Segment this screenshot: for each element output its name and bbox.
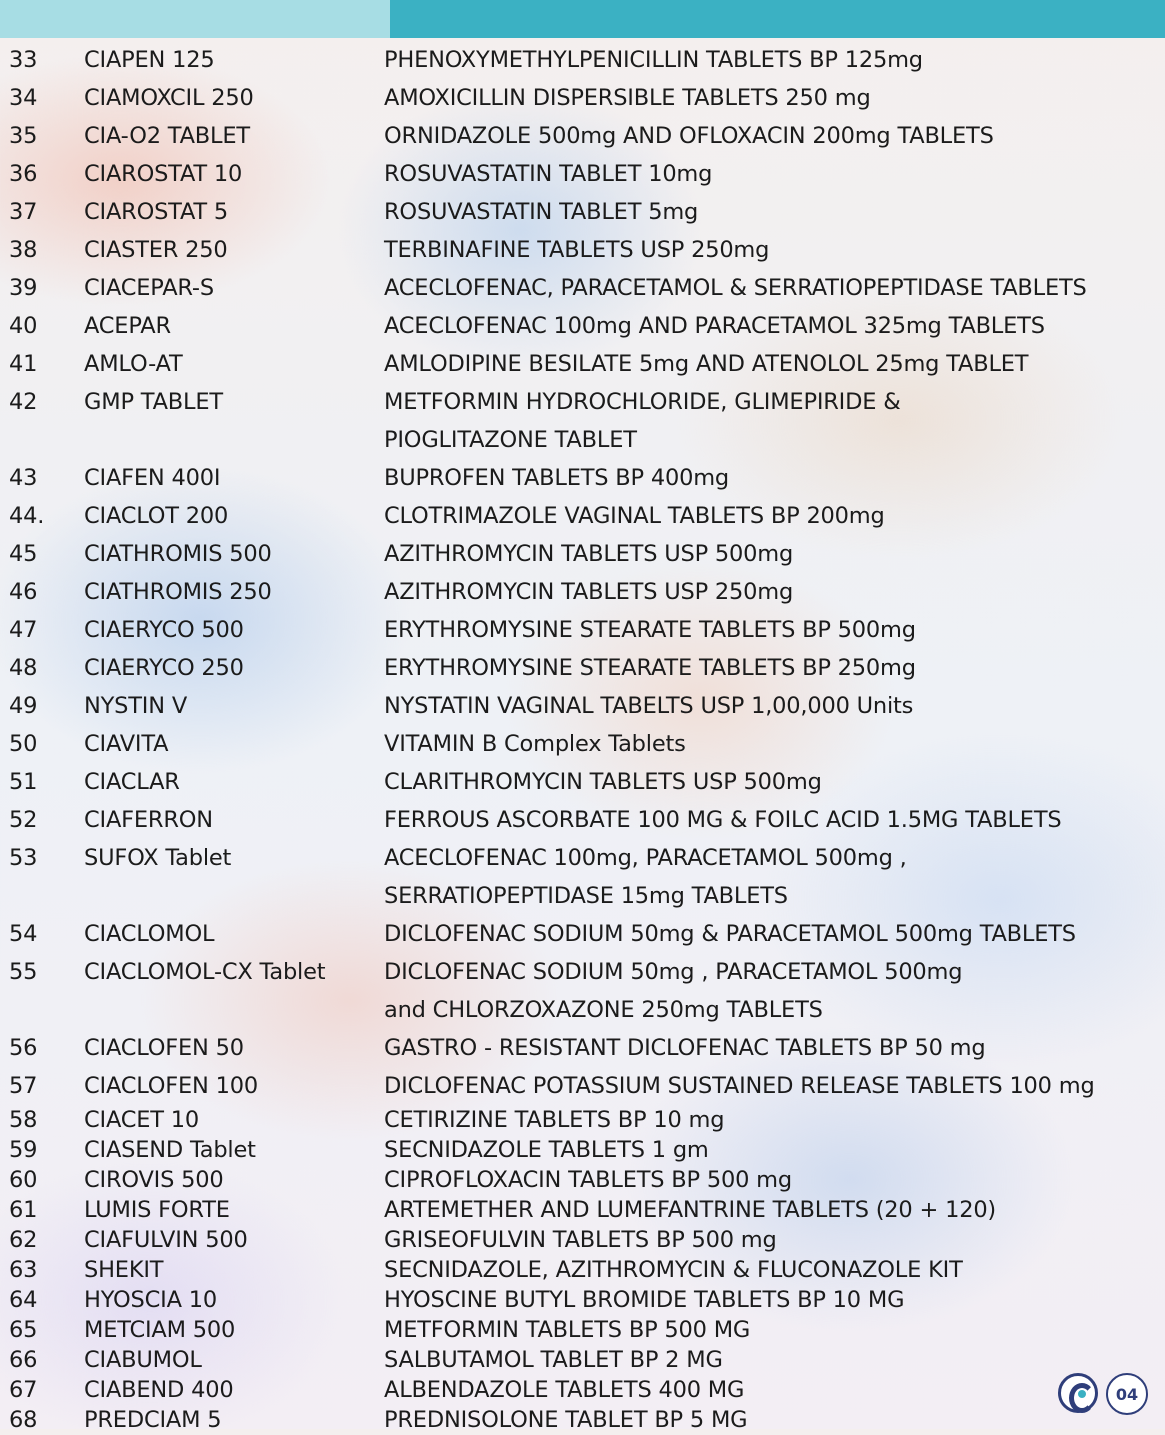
product-name: GMP TABLET: [84, 389, 223, 415]
list-item: [0, 459, 1165, 497]
product-description-continued: PIOGLITAZONE TABLET: [384, 427, 637, 453]
product-name: PREDCIAM 5: [84, 1407, 222, 1433]
product-name: CIAROSTAT 5: [84, 199, 229, 225]
product-name: CIACLOMOL-CX Tablet: [84, 959, 326, 985]
product-description: AMLODIPINE BESILATE 5mg AND ATENOLOL 25mg TABLET: [384, 351, 1029, 377]
product-name: CIACLOFEN 100: [84, 1073, 258, 1099]
product-description: AZITHROMYCIN TABLETS USP 250mg: [384, 579, 794, 605]
item-number: 63: [9, 1257, 38, 1283]
product-name: CIAERYCO 250: [84, 655, 244, 681]
list-item: [0, 839, 1165, 915]
list-item: [0, 345, 1165, 383]
product-name: CIACLAR: [84, 769, 180, 795]
product-name: SUFOX Tablet: [84, 845, 232, 871]
product-description: VITAMIN B Complex Tablets: [384, 731, 686, 757]
item-number: 56: [9, 1035, 38, 1061]
list-item: [0, 79, 1165, 117]
product-name: CIACLOFEN 50: [84, 1035, 244, 1061]
item-number: 55: [9, 959, 38, 985]
product-name: CIACLOT 200: [84, 503, 229, 529]
product-name: CIAERYCO 500: [84, 617, 244, 643]
product-description: ROSUVASTATIN TABLET 5mg: [384, 199, 699, 225]
product-description-continued: and CHLORZOXAZONE 250mg TABLETS: [384, 997, 823, 1023]
list-item: [0, 1375, 1165, 1405]
list-item: [0, 1029, 1165, 1067]
product-name: CIA-O2 TABLET: [84, 123, 250, 149]
item-number: 42: [9, 389, 38, 415]
product-description: TERBINAFINE TABLETS USP 250mg: [384, 237, 770, 263]
list-item: [0, 383, 1165, 459]
list-item: [0, 649, 1165, 687]
product-name: CIAMOXCIL 250: [84, 85, 254, 111]
product-name: CIACET 10: [84, 1107, 199, 1133]
list-item: [0, 497, 1165, 535]
product-description: ORNIDAZOLE 500mg AND OFLOXACIN 200mg TABLETS: [384, 123, 994, 149]
product-name: CIACEPAR-S: [84, 275, 214, 301]
product-name: CIATHROMIS 250: [84, 579, 272, 605]
product-name: CIASTER 250: [84, 237, 228, 263]
product-name: CIAPEN 125: [84, 47, 215, 73]
item-number: 34: [9, 85, 38, 111]
list-item: [0, 155, 1165, 193]
list-item: [0, 1285, 1165, 1315]
product-description: METFORMIN HYDROCHLORIDE, GLIMEPIRIDE &: [384, 389, 901, 415]
product-name: HYOSCIA 10: [84, 1287, 217, 1313]
list-item: [0, 611, 1165, 649]
list-item: [0, 307, 1165, 345]
item-number: 37: [9, 199, 38, 225]
item-number: 44.: [9, 503, 45, 529]
item-number: 40: [9, 313, 38, 339]
item-number: 54: [9, 921, 38, 947]
item-number: 46: [9, 579, 38, 605]
list-item: [0, 1165, 1165, 1195]
list-item: [0, 1225, 1165, 1255]
product-description: CLOTRIMAZOLE VAGINAL TABLETS BP 200mg: [384, 503, 885, 529]
item-number: 61: [9, 1197, 38, 1223]
product-name: CIACLOMOL: [84, 921, 215, 947]
list-item: [0, 1255, 1165, 1285]
product-description: ACECLOFENAC, PARACETAMOL & SERRATIOPEPTIDASE TABLETS: [384, 275, 1087, 301]
product-list: [0, 41, 1165, 1435]
item-number: 49: [9, 693, 38, 719]
list-item: [0, 725, 1165, 763]
product-description: METFORMIN TABLETS BP 500 MG: [384, 1317, 751, 1343]
list-item: [0, 915, 1165, 953]
product-description: ACECLOFENAC 100mg, PARACETAMOL 500mg ,: [384, 845, 907, 871]
item-number: 47: [9, 617, 38, 643]
product-name: CIATHROMIS 500: [84, 541, 272, 567]
product-name: METCIAM 500: [84, 1317, 236, 1343]
item-number: 68: [9, 1407, 38, 1433]
item-number: 66: [9, 1347, 38, 1373]
item-number: 57: [9, 1073, 38, 1099]
product-name: LUMIS FORTE: [84, 1197, 230, 1223]
product-description: GASTRO - RESISTANT DICLOFENAC TABLETS BP 50 mg: [384, 1035, 986, 1061]
product-name: ACEPAR: [84, 313, 171, 339]
item-number: 65: [9, 1317, 38, 1343]
product-description: DICLOFENAC SODIUM 50mg & PARACETAMOL 500mg TABLETS: [384, 921, 1076, 947]
list-item: [0, 231, 1165, 269]
company-logo-icon: [1058, 1373, 1098, 1413]
list-item: [0, 1135, 1165, 1165]
product-description: ARTEMETHER AND LUMEFANTRINE TABLETS (20 + 120): [384, 1197, 997, 1223]
product-name: CIABEND 400: [84, 1377, 234, 1403]
product-description: DICLOFENAC POTASSIUM SUSTAINED RELEASE TABLETS 100 mg: [384, 1073, 1095, 1099]
item-number: 45: [9, 541, 38, 567]
product-description: HYOSCINE BUTYL BROMIDE TABLETS BP 10 MG: [384, 1287, 905, 1313]
list-item: [0, 1315, 1165, 1345]
item-number: 53: [9, 845, 38, 871]
list-item: [0, 1345, 1165, 1375]
product-description: FERROUS ASCORBATE 100 MG & FOILC ACID 1.5MG TABLETS: [384, 807, 1062, 833]
product-name: CIAVITA: [84, 731, 169, 757]
product-description: SALBUTAMOL TABLET BP 2 MG: [384, 1347, 723, 1373]
list-item: [0, 1195, 1165, 1225]
list-item: [0, 801, 1165, 839]
item-number: 33: [9, 47, 38, 73]
product-description: ALBENDAZOLE TABLETS 400 MG: [384, 1377, 745, 1403]
item-number: 58: [9, 1107, 38, 1133]
list-item: [0, 573, 1165, 611]
list-item: [0, 117, 1165, 155]
list-item: [0, 763, 1165, 801]
product-description: ACECLOFENAC 100mg AND PARACETAMOL 325mg TABLETS: [384, 313, 1045, 339]
product-name: SHEKIT: [84, 1257, 164, 1283]
product-description: SECNIDAZOLE TABLETS 1 gm: [384, 1137, 709, 1163]
product-description: PHENOXYMETHYLPENICILLIN TABLETS BP 125mg: [384, 47, 923, 73]
item-number: 35: [9, 123, 38, 149]
item-number: 36: [9, 161, 38, 187]
product-description: GRISEOFULVIN TABLETS BP 500 mg: [384, 1227, 777, 1253]
item-number: 39: [9, 275, 38, 301]
list-item: [0, 41, 1165, 79]
item-number: 51: [9, 769, 38, 795]
product-name: CIASEND Tablet: [84, 1137, 256, 1163]
product-description: ERYTHROMYSINE STEARATE TABLETS BP 500mg: [384, 617, 916, 643]
product-description: AMOXICILLIN DISPERSIBLE TABLETS 250 mg: [384, 85, 871, 111]
item-number: 50: [9, 731, 38, 757]
list-item: [0, 1405, 1165, 1435]
list-item: [0, 953, 1165, 1029]
list-item: [0, 1105, 1165, 1135]
product-name: NYSTIN V: [84, 693, 188, 719]
item-number: 59: [9, 1137, 38, 1163]
product-name: CIABUMOL: [84, 1347, 202, 1373]
item-number: 60: [9, 1167, 38, 1193]
product-description: ERYTHROMYSINE STEARATE TABLETS BP 250mg: [384, 655, 916, 681]
item-number: 62: [9, 1227, 38, 1253]
page-number-badge: 04: [1106, 1373, 1148, 1415]
product-description-continued: SERRATIOPEPTIDASE 15mg TABLETS: [384, 883, 788, 909]
item-number: 43: [9, 465, 38, 491]
product-description: DICLOFENAC SODIUM 50mg , PARACETAMOL 500mg: [384, 959, 963, 985]
item-number: 38: [9, 237, 38, 263]
product-description: CIPROFLOXACIN TABLETS BP 500 mg: [384, 1167, 792, 1193]
list-item: [0, 535, 1165, 573]
list-item: [0, 1067, 1165, 1105]
product-name: CIAFEN 400I: [84, 465, 221, 491]
list-item: [0, 193, 1165, 231]
product-name: CIROVIS 500: [84, 1167, 224, 1193]
item-number: 48: [9, 655, 38, 681]
product-description: NYSTATIN VAGINAL TABELTS USP 1,00,000 Units: [384, 693, 914, 719]
product-name: AMLO-AT: [84, 351, 183, 377]
product-description: PREDNISOLONE TABLET BP 5 MG: [384, 1407, 748, 1433]
product-description: CLARITHROMYCIN TABLETS USP 500mg: [384, 769, 822, 795]
item-number: 41: [9, 351, 38, 377]
product-description: SECNIDAZOLE, AZITHROMYCIN & FLUCONAZOLE KIT: [384, 1257, 963, 1283]
item-number: 64: [9, 1287, 38, 1313]
product-description: ROSUVASTATIN TABLET 10mg: [384, 161, 713, 187]
product-description: CETIRIZINE TABLETS BP 10 mg: [384, 1107, 725, 1133]
item-number: 52: [9, 807, 38, 833]
item-number: 67: [9, 1377, 38, 1403]
list-item: [0, 269, 1165, 307]
header-bar-dark: [390, 0, 1165, 38]
product-name: CIAFULVIN 500: [84, 1227, 248, 1253]
product-description: AZITHROMYCIN TABLETS USP 500mg: [384, 541, 794, 567]
list-item: [0, 687, 1165, 725]
product-name: CIAFERRON: [84, 807, 213, 833]
header-bar-light: [0, 0, 390, 38]
product-description: BUPROFEN TABLETS BP 400mg: [384, 465, 730, 491]
product-name: CIAROSTAT 10: [84, 161, 243, 187]
